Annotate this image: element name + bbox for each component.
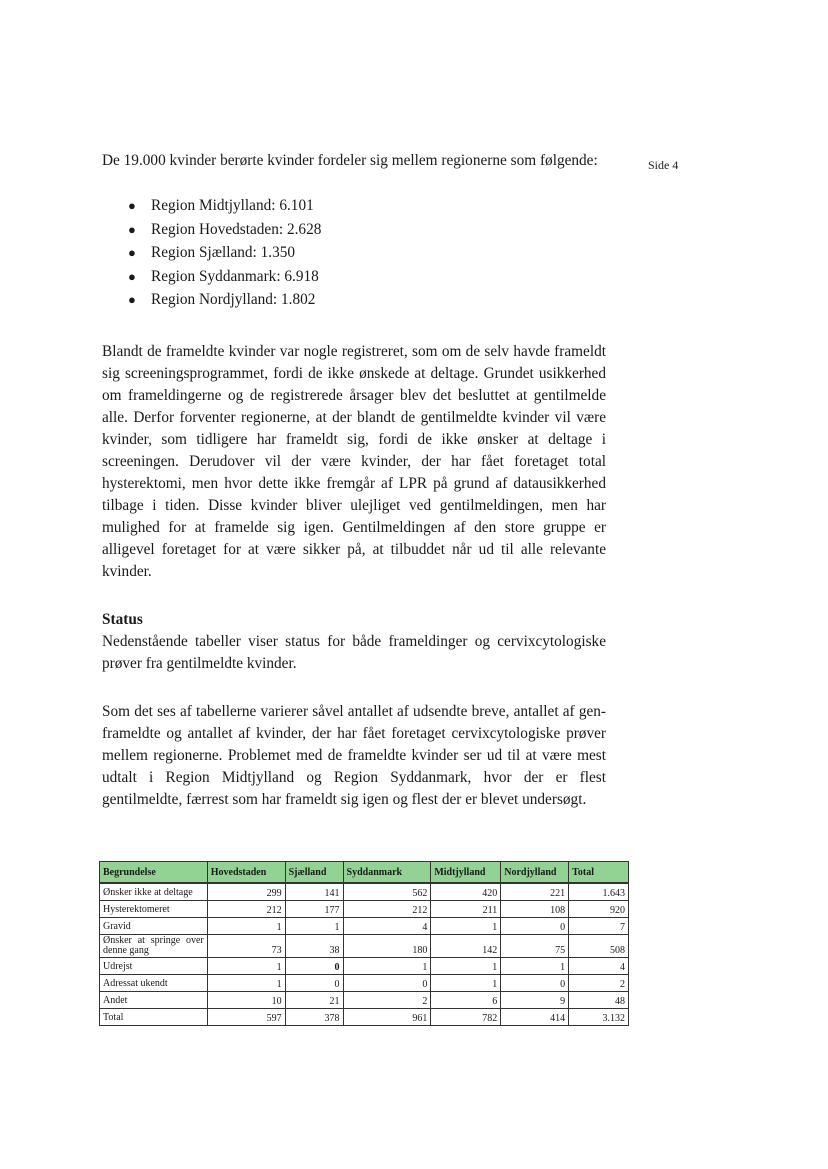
table-cell: 782	[431, 1009, 501, 1026]
table-cell: 414	[501, 1009, 569, 1026]
table-cell: 1	[285, 918, 343, 935]
table-row	[100, 958, 629, 975]
table-cell: 38	[285, 935, 343, 958]
table-header-row	[100, 862, 629, 884]
table-cell: 2	[343, 992, 431, 1009]
table-cell: 299	[207, 883, 285, 901]
column-header: Begrundelse	[100, 862, 208, 884]
list-item: ● Region Hovedstaden: 2.628	[128, 218, 606, 242]
region-list	[102, 194, 606, 312]
table-cell: 0	[501, 918, 569, 935]
table-cell: 0	[285, 975, 343, 992]
bullet-icon: ●	[128, 245, 136, 260]
status-table	[99, 861, 629, 1026]
table-cell: 4	[343, 918, 431, 935]
table-cell: 1	[207, 918, 285, 935]
intro-paragraph: De 19.000 kvinder berørte kvinder fordeler sig mellem regionerne som følgende:	[102, 152, 598, 169]
bullet-icon: ●	[128, 268, 136, 284]
table-cell: 597	[207, 1009, 285, 1026]
column-header: Syddanmark	[343, 862, 431, 884]
page-number: Side 4	[648, 158, 679, 172]
row-label: Hysterektomeret	[100, 901, 208, 918]
row-label: Adressat ukendt	[100, 975, 208, 992]
table-cell: 142	[431, 935, 501, 958]
bullet-icon: ●	[128, 198, 136, 213]
row-label: Ønsker at springe over denne gang	[100, 935, 208, 958]
table-row	[100, 901, 629, 918]
list-item: ● Region Syddanmark: 6.918	[128, 265, 606, 289]
table-cell: 221	[501, 883, 569, 901]
table-cell: 961	[343, 1009, 431, 1026]
table-cell: 10	[207, 992, 285, 1009]
row-label: Gravid	[100, 918, 208, 935]
table-cell: 508	[569, 935, 629, 958]
column-header: Midtjylland	[431, 862, 501, 884]
table-cell: 48	[569, 992, 629, 1009]
table-cell: 9	[501, 992, 569, 1009]
table-cell: 920	[569, 901, 629, 918]
list-item: ● Region Midtjylland: 6.101	[128, 194, 606, 218]
table-cell: 0	[501, 975, 569, 992]
table-cell: 1	[431, 975, 501, 992]
table-cell: 1	[431, 918, 501, 935]
table-cell: 0	[285, 958, 343, 975]
table-cell: 141	[285, 883, 343, 901]
bullet-icon: ●	[128, 292, 136, 307]
table-cell: 211	[431, 901, 501, 918]
table-cell: 3.132	[569, 1009, 629, 1026]
table-cell: 420	[431, 883, 501, 901]
table-cell: 1	[207, 975, 285, 992]
status-paragraph: Nedenstående tabeller viser status for både frameldinger og cervixcytologiske prøver fra gentilmeldte kvinder.	[102, 632, 606, 672]
table-cell: 180	[343, 935, 431, 958]
table-cell: 6	[431, 992, 501, 1009]
table-cell: 562	[343, 883, 431, 901]
status-heading: Status	[102, 610, 143, 628]
table-cell: 4	[569, 958, 629, 975]
paragraph-registration: Blandt de frameldte kvinder var nogle registreret, som om de selv havde frameldt sig screeningsprogrammet, fordi de ikke ønskede at deltage. Grundet usikkerhed om frameldingerne og de registrerede årsager blev det besluttet at gentilmelde alle. Derfor forventer regionerne, at der blandt de gentilmeldte kvinder vil være kvinder, som tidligere har frameldt sig, fordi de ikke ønsker at deltage i screeningen. Derudover vil der være kvinder, der har fået foretaget total hysterektomi, men hvor dette ikke fremgår af LPR på grund af datausikkerhed tilbage i tiden. Disse kvinder bliver ulejliget ved gentilmeldingen, men har mulighed for at framelde sig igen. Gentilmeldingen af den store gruppe er alligevel foretaget for at være sikker på, at tilbuddet når ud til alle relevante kvinder.	[102, 342, 606, 580]
paragraph-tables: Som det ses af tabellerne varierer såvel antallet af udsendte breve, antallet af gen-frameldte og antallet af kvinder, der har fået foretaget cervixcytologiske prøver mellem regionerne. Problemet med de frameldte kvinder ser ud til at være mest udtalt i Region Midtjylland og Region Syddanmark, hvor der er flest gentilmeldte, færrest som har frameldt sig igen og flest der er blevet undersøgt.	[102, 702, 606, 808]
row-label: Ønsker ikke at deltage	[100, 883, 208, 901]
table-total-row	[100, 1009, 629, 1026]
list-item: ● Region Sjælland: 1.350	[128, 241, 606, 265]
table-cell: 75	[501, 935, 569, 958]
table-cell: 1.643	[569, 883, 629, 901]
table-row	[100, 992, 629, 1009]
table-cell: 378	[285, 1009, 343, 1026]
table-cell: 7	[569, 918, 629, 935]
column-header: Sjælland	[285, 862, 343, 884]
column-header: Hovedstaden	[207, 862, 285, 884]
table-row	[100, 935, 629, 958]
table-cell: 177	[285, 901, 343, 918]
column-header: Nordjylland	[501, 862, 569, 884]
table-cell: 1	[501, 958, 569, 975]
row-label: Udrejst	[100, 958, 208, 975]
document-body	[102, 150, 606, 837]
list-item: ● Region Nordjylland: 1.802	[128, 288, 606, 312]
table-row	[100, 918, 629, 935]
table-cell: 212	[343, 901, 431, 918]
table-cell: 21	[285, 992, 343, 1009]
bullet-icon: ●	[128, 221, 136, 237]
table-cell: 108	[501, 901, 569, 918]
table-row	[100, 883, 629, 901]
table-row	[100, 975, 629, 992]
table-cell: 73	[207, 935, 285, 958]
table-cell: 2	[569, 975, 629, 992]
table-cell: 1	[207, 958, 285, 975]
table-cell: 1	[431, 958, 501, 975]
row-label: Andet	[100, 992, 208, 1009]
column-header: Total	[569, 862, 629, 884]
row-label: Total	[100, 1009, 208, 1026]
table-cell: 212	[207, 901, 285, 918]
table-cell: 1	[343, 958, 431, 975]
table-cell: 0	[343, 975, 431, 992]
